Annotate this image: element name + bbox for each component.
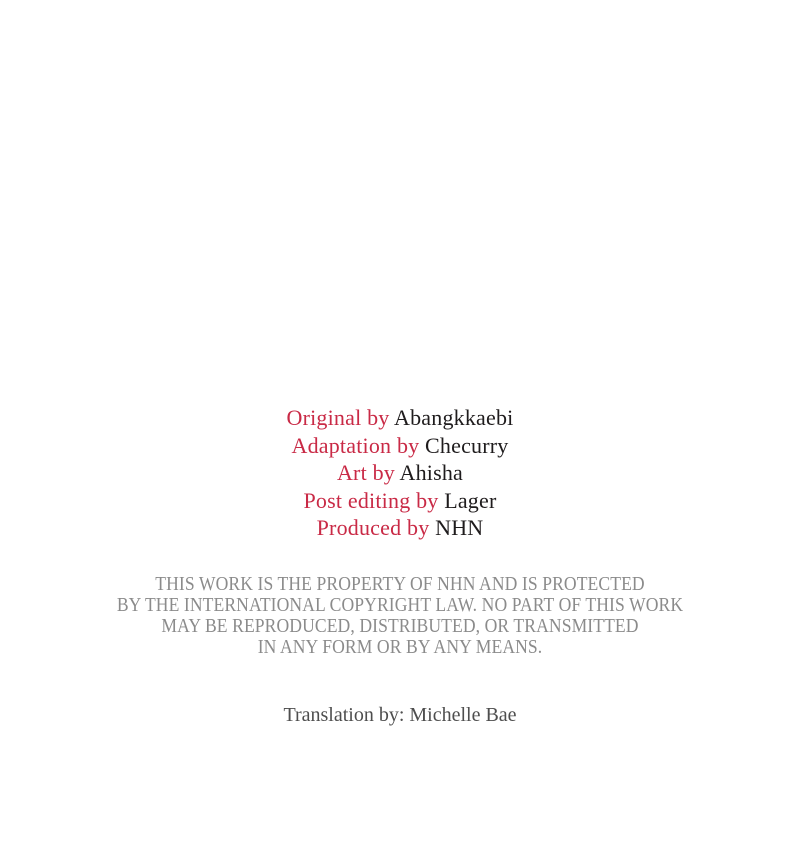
credit-line-art: [0, 459, 800, 487]
credit-line-post-editing: [0, 487, 800, 515]
copyright-line: MAY BE REPRODUCED, DISTRIBUTED, OR TRANSMITTED: [161, 615, 639, 637]
credit-person-name: NHN: [435, 515, 484, 540]
copyright-line: IN ANY FORM OR BY ANY MEANS.: [257, 636, 543, 658]
credit-person-name: Checurry: [425, 432, 509, 458]
translation-credit: Translation by: Michelle Bae: [283, 704, 517, 726]
credit-role-label: Original by: [286, 405, 394, 430]
copyright-line: THIS WORK IS THE PROPERTY OF NHN AND IS PROTECTED: [155, 573, 645, 595]
credit-person-name: Lager: [444, 487, 497, 513]
copyright-line: BY THE INTERNATIONAL COPYRIGHT LAW. NO PART OF THIS WORK: [116, 594, 684, 616]
credit-line-adaptation: [0, 432, 800, 460]
credit-line-produced: [0, 514, 800, 542]
copyright-notice: [48, 574, 752, 658]
credit-role-label: Art by: [336, 460, 400, 485]
credit-role-label: Produced by: [316, 515, 436, 540]
credit-role-label: Post editing by: [303, 487, 445, 513]
credit-line-original: [0, 404, 800, 432]
credit-role-label: Adaptation by: [291, 432, 426, 458]
credit-person-name: Abangkkaebi: [394, 405, 514, 430]
credit-person-name: Ahisha: [399, 460, 464, 485]
credits-block: [0, 404, 800, 542]
